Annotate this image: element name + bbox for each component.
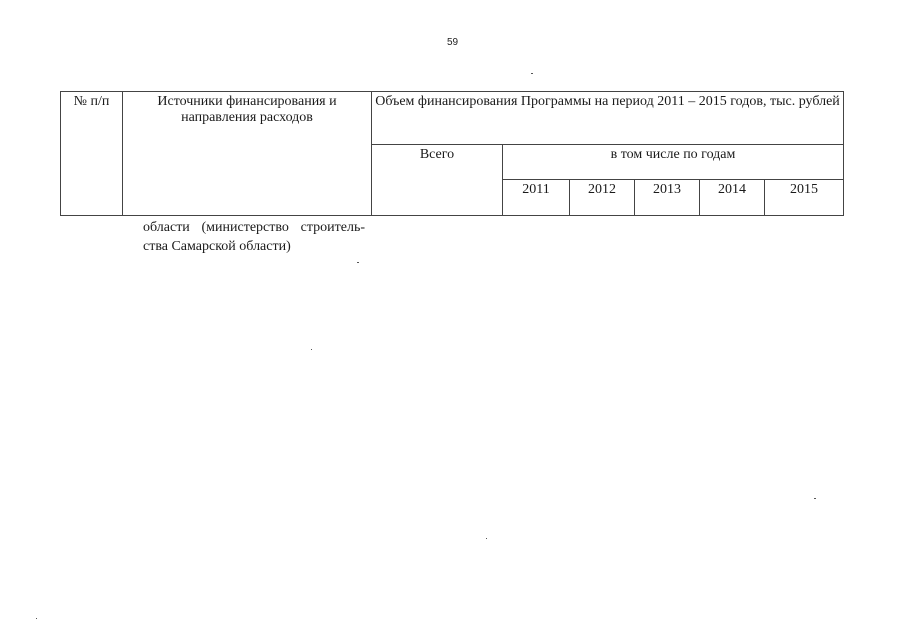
- header-sources-label: Источники финансирования и направления расходов: [157, 94, 337, 125]
- scan-speck: [486, 538, 487, 539]
- header-year-2014: [700, 180, 765, 216]
- header-by-years-label: в том числе по годам: [610, 147, 736, 162]
- header-by-years: [503, 145, 844, 180]
- header-sources: [123, 92, 372, 216]
- financing-table: [60, 91, 844, 216]
- header-number: [61, 92, 123, 216]
- header-volume-label: Объем финансирования Программы на период 2011 – 2015 годов, тыс. рублей: [375, 94, 840, 109]
- year-label: 2014: [718, 182, 746, 197]
- header-total-label: Всего: [419, 147, 455, 162]
- scan-speck: [531, 73, 533, 74]
- header-number-label: № п/п: [73, 94, 110, 109]
- header-year-2012: [570, 180, 635, 216]
- header-total: [372, 145, 503, 216]
- header-year-2015: [765, 180, 844, 216]
- header-volume: [372, 92, 844, 145]
- year-label: 2013: [653, 182, 681, 197]
- page-number: 59: [446, 37, 459, 48]
- scan-speck: [814, 498, 816, 499]
- year-label: 2011: [522, 182, 550, 197]
- year-label: 2015: [790, 182, 818, 197]
- continuation-text: области (министерство строитель-ства Самарской области): [143, 220, 365, 254]
- scan-speck: [311, 349, 312, 350]
- scan-speck: [36, 618, 37, 619]
- year-label: 2012: [588, 182, 616, 197]
- header-year-2013: [635, 180, 700, 216]
- header-year-2011: [503, 180, 570, 216]
- scan-speck: [357, 262, 359, 263]
